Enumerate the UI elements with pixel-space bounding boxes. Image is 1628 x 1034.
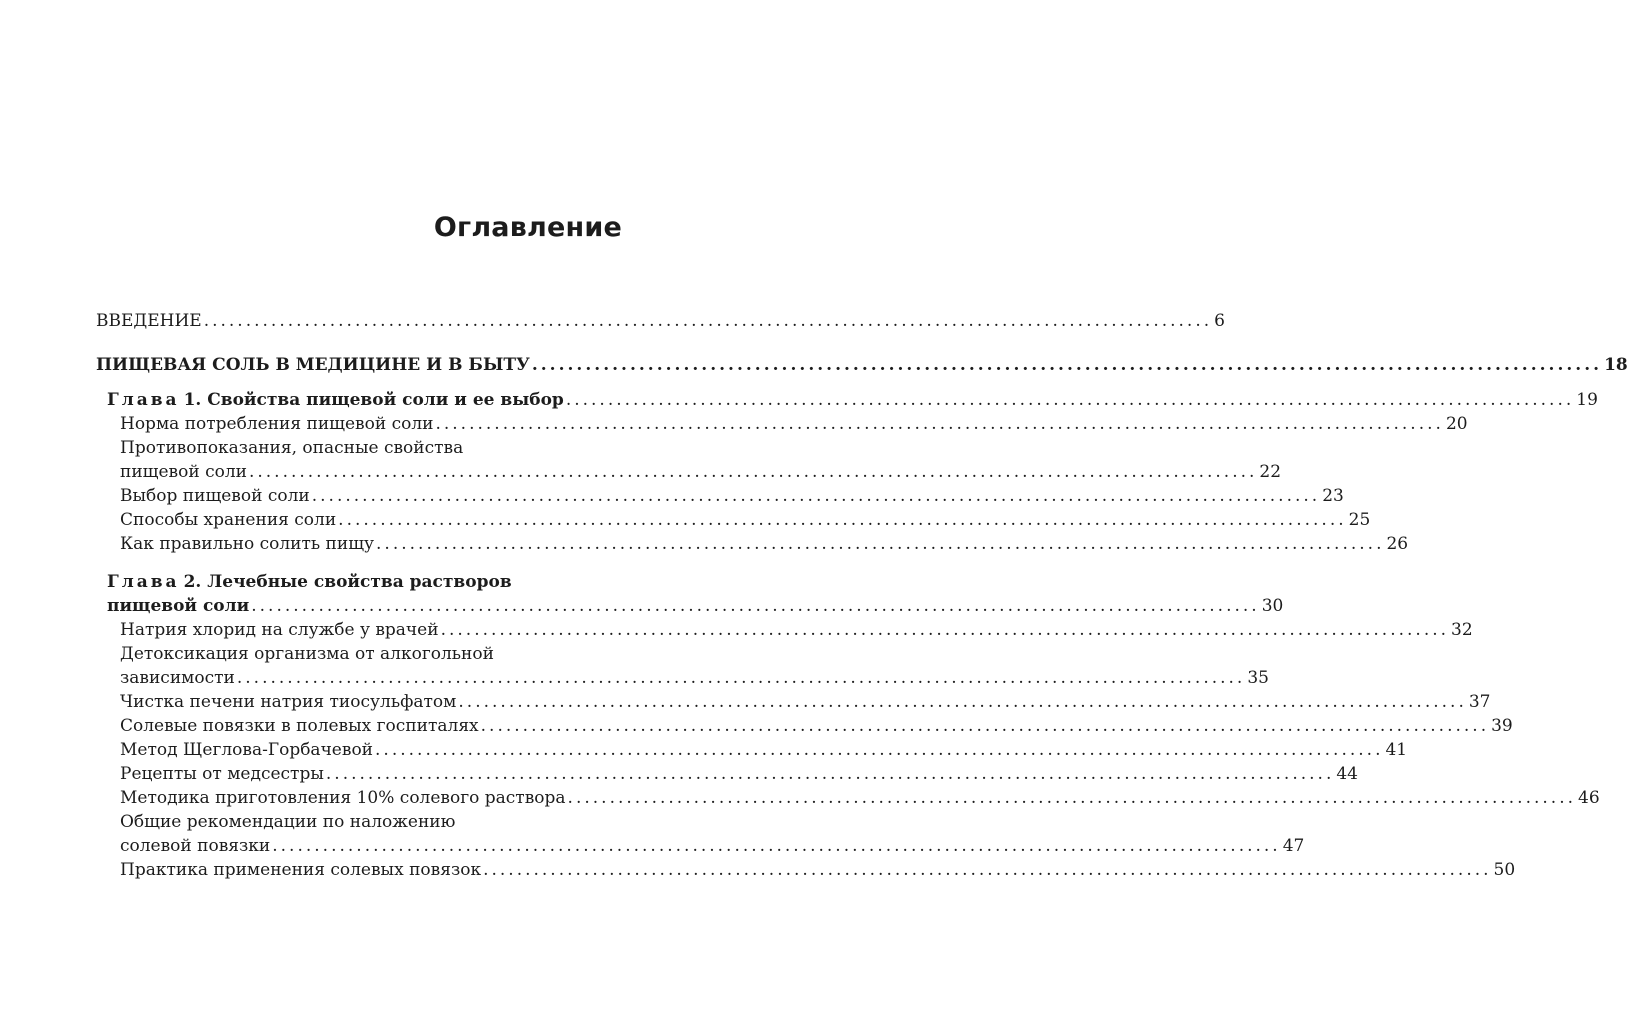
dot-leader: ........................................................................................................................ (565, 390, 1575, 410)
dot-leader: ........................................................................................................................ (567, 788, 1577, 808)
toc-page-number: 41 (1385, 740, 1408, 760)
toc-entry[interactable] (96, 532, 1409, 556)
toc-entry-label: Метод Щеглова-Горбачевой (120, 740, 374, 760)
toc-page-number: 39 (1491, 716, 1513, 736)
dot-leader: ........................................................................................................................ (251, 596, 1260, 616)
toc-entry[interactable] (96, 714, 1513, 738)
toc-page-number: 37 (1468, 692, 1491, 712)
toc-entry-label: Как правильно солить пищу (120, 534, 375, 554)
toc-entry-label: Выбор пищевой соли (120, 486, 310, 506)
toc-page-number: 47 (1282, 836, 1305, 856)
dot-leader: ........................................................................................................................ (435, 414, 1444, 434)
toc-page-number: 18 (1604, 355, 1628, 375)
toc-entry[interactable] (96, 484, 1344, 508)
toc-entry[interactable] (96, 834, 1305, 858)
toc-entry-label: пищевой соли (120, 462, 247, 482)
toc-chapter-label (107, 388, 564, 412)
toc-entry-chapter-2[interactable] (96, 594, 1284, 618)
toc-entry-label-line1[interactable]: Общие рекомендации по наложению (120, 812, 456, 832)
dot-leader: ........................................................................................................................ (338, 510, 1347, 530)
chapter-word: Глава (107, 572, 180, 592)
toc-entry-label: зависимости (120, 668, 235, 688)
toc-entry-label-line1[interactable]: Противопоказания, опасные свойства (120, 438, 464, 458)
toc-page-number: 6 (1214, 311, 1225, 331)
toc-entry-label: Методика приготовления 10% солевого раствора (120, 788, 566, 808)
toc-page-number: 19 (1576, 390, 1598, 410)
toc-page-number: 35 (1247, 668, 1269, 688)
toc-page-number: 20 (1445, 414, 1468, 434)
toc-entry[interactable] (96, 690, 1491, 714)
toc-entry[interactable] (96, 618, 1473, 642)
toc-entry-label: Способы хранения соли (120, 510, 337, 530)
dot-leader: ........................................................................................................................ (440, 620, 1450, 640)
dot-leader: ........................................................................................................................ (375, 740, 1384, 760)
toc-page-number: 26 (1386, 534, 1409, 554)
toc-entry[interactable] (96, 666, 1269, 690)
toc-page-number: 32 (1451, 620, 1473, 640)
dot-leader: ........................................................................................................................ (458, 692, 1467, 712)
toc-page-number: 44 (1336, 764, 1358, 784)
dot-leader: ........................................................................................................................ (480, 716, 1490, 736)
toc-entry-label: Рецепты от медсестры (120, 764, 324, 784)
chapter-title: 2. Лечебные свойства растворов (183, 572, 512, 592)
toc-page-number: 22 (1259, 462, 1282, 482)
toc-entry-label: Солевые повязки в полевых госпиталях (120, 716, 479, 736)
toc-entry-label: ВВЕДЕНИЕ (96, 311, 202, 331)
dot-leader: ........................................................................................................................ (272, 836, 1281, 856)
toc-entry-part[interactable] (96, 353, 1628, 377)
table-of-contents (96, 309, 1628, 882)
toc-part-label: ПИЩЕВАЯ СОЛЬ В МЕДИЦИНЕ И В БЫТУ (96, 355, 530, 375)
toc-entry-label: Практика применения солевых повязок (120, 860, 482, 880)
chapter-word: Глава (107, 390, 180, 410)
toc-page-number: 25 (1348, 510, 1371, 530)
toc-entry-label: солевой повязки (120, 836, 271, 856)
toc-entry-label: Норма потребления пищевой соли (120, 414, 434, 434)
toc-entry-chapter-1[interactable] (96, 388, 1598, 412)
chapter-title: 1. Свойства пищевой соли и ее выбор (183, 390, 564, 410)
toc-entry[interactable] (96, 858, 1516, 882)
toc-entry-label: Натрия хлорид на службе у врачей (120, 620, 439, 640)
dot-leader: ........................................................................................................................ (483, 860, 1492, 880)
page-title: Оглавление (433, 212, 622, 243)
toc-page-number: 23 (1322, 486, 1344, 506)
toc-entry[interactable] (96, 762, 1358, 786)
toc-entry[interactable] (96, 738, 1408, 762)
dot-leader: ........................................................................................................................ (236, 668, 1246, 688)
chapter-title: пищевой соли (107, 596, 250, 616)
toc-entry-label-line1[interactable]: Детоксикация организма от алкогольной (120, 644, 494, 664)
toc-entry[interactable] (96, 508, 1371, 532)
toc-page-number: 30 (1261, 596, 1284, 616)
toc-page-number: 50 (1493, 860, 1516, 880)
toc-entry-label: Чистка печени натрия тиосульфатом (120, 692, 457, 712)
toc-entry[interactable] (96, 460, 1282, 484)
toc-entry[interactable] (96, 412, 1468, 436)
dot-leader: ........................................................................................................................ (531, 355, 1603, 375)
toc-page-number: 46 (1578, 788, 1600, 808)
toc-entry-introduction[interactable] (96, 309, 1225, 333)
dot-leader: ........................................................................................................................ (376, 534, 1385, 554)
toc-entry[interactable] (96, 786, 1600, 810)
toc-chapter-2-line1[interactable] (96, 570, 623, 594)
dot-leader: ........................................................................................................................ (203, 311, 1213, 331)
dot-leader: ........................................................................................................................ (325, 764, 1335, 784)
dot-leader: ........................................................................................................................ (248, 462, 1258, 482)
dot-leader: ........................................................................................................................ (311, 486, 1321, 506)
